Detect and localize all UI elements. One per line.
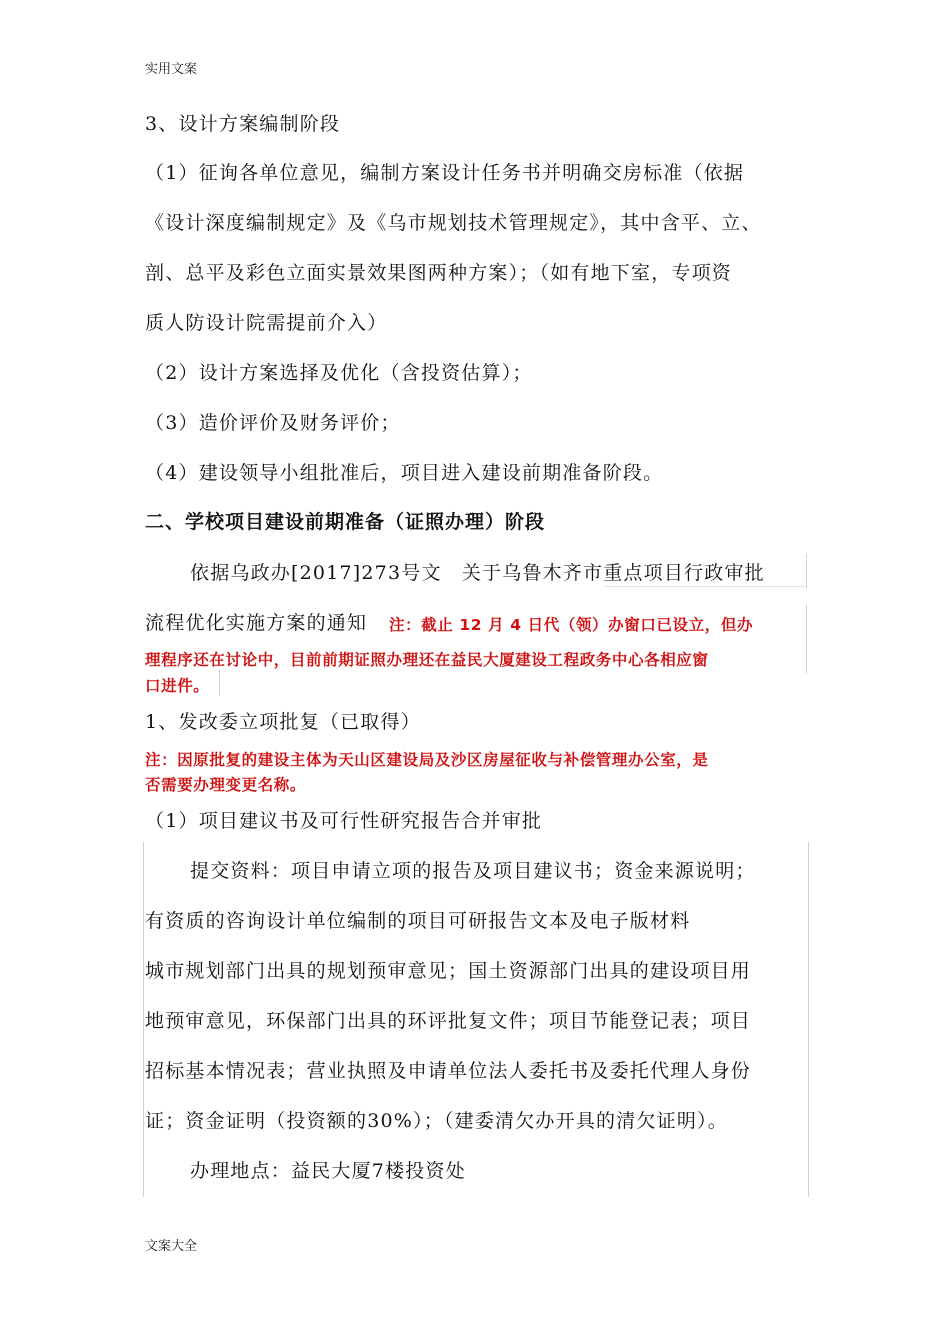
paragraph-line: 办理地点：益民大厦7楼投资处 [190,1160,466,1182]
note-red: 注：截止 12 月 4 日代（领）办窗口已设立，但办 [389,616,754,634]
divider [219,670,220,696]
section-heading-2: 二、学校项目建设前期准备（证照办理）阶段 [145,511,546,533]
paragraph-line: 地预审意见，环保部门出具的环评批复文件；项目节能登记表；项目 [145,1010,752,1032]
note-red: 否需要办理变更名称。 [145,776,307,794]
page-header: 实用文案 [145,62,198,77]
paragraph-line: 依据乌政办[2017]273号文 关于乌鲁木齐市重点项目行政审批 [190,562,765,584]
list-item-2: （2）设计方案选择及优化（含投资估算）； [145,362,533,384]
paragraph-line: 《设计深度编制规定》及《乌市规划技术管理规定》，其中含平、立、 [145,212,762,234]
divider [806,554,807,588]
note-red: 理程序还在讨论中，目前前期证照办理还在益民大厦建设工程政务中心各相应窗 [145,651,709,669]
paragraph-line: 证；资金证明（投资额的30%）；（建委清欠办开具的清欠证明）。 [145,1110,728,1132]
paragraph-line: 提交资料：项目申请立项的报告及项目建议书；资金来源说明； [190,860,756,882]
list-item-3: （3）造价评价及财务评价； [145,412,401,434]
note-red: 注：因原批复的建设主体为天山区建设局及沙区房屋征收与补偿管理办公室，是 [145,751,709,769]
divider [605,586,805,587]
section-heading-3: 3、设计方案编制阶段 [145,113,341,135]
paragraph-line: 流程优化实施方案的通知 [145,612,368,634]
paragraph-line: 招标基本情况表；营业执照及申请单位法人委托书及委托代理人身份 [145,1060,752,1082]
list-item-1: （1）项目建议书及可行性研究报告合并审批 [145,810,543,832]
paragraph-line: （1）征询各单位意见，编制方案设计任务书并明确交房标准（依据 [145,162,745,184]
divider [143,842,144,1197]
page-footer: 文案大全 [145,1239,198,1254]
note-red: 口进件。 [145,677,210,695]
paragraph-line: 质人防设计院需提前介入） [145,312,388,334]
divider [806,605,807,673]
paragraph-line: 有资质的咨询设计单位编制的项目可研报告文本及电子版材料 [145,910,691,932]
list-item-4: （4）建设领导小组批准后，项目进入建设前期准备阶段。 [145,462,664,484]
paragraph-line: 剖、总平及彩色立面实景效果图两种方案）；（如有地下室，专项资 [145,262,733,284]
divider [808,842,809,1197]
section-heading-1: 1、发改委立项批复（已取得） [145,711,421,733]
paragraph-line: 城市规划部门出具的规划预审意见；国土资源部门出具的建设项目用 [145,960,752,982]
